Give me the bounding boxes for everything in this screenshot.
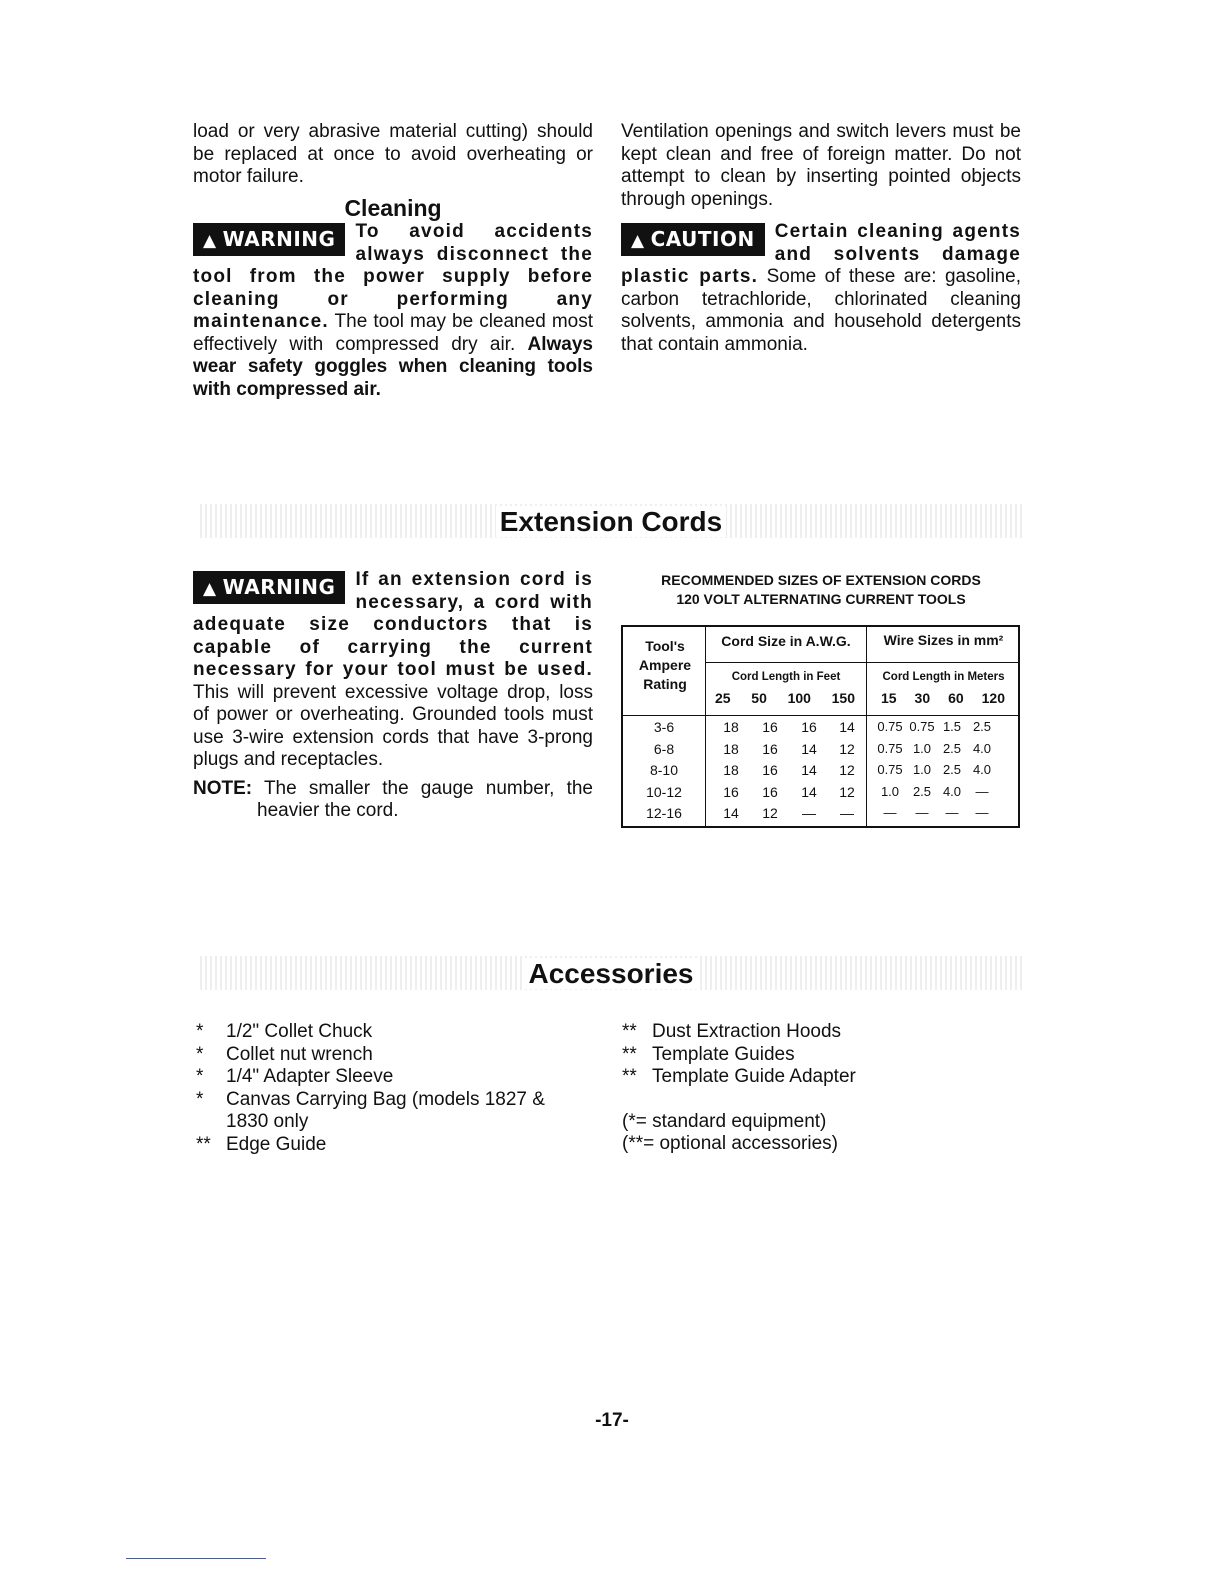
accessories-list-left	[196, 1021, 576, 1156]
mm-cell: 2.5	[972, 719, 992, 734]
warning-bold-text-2: Always wear safety goggles when cleaning tools with compressed air.	[193, 333, 593, 400]
mm-header: Wire Sizes in mm²	[883, 632, 1004, 648]
extension-cords-banner	[200, 504, 1022, 538]
cleaning-heading: Cleaning	[344, 194, 442, 221]
note-label: NOTE:	[193, 777, 253, 799]
list-item: * 1/2" Collet Chuck	[196, 1021, 373, 1042]
caution-bold-text: Certain cleaning agents and solvents damage plastic parts.	[621, 221, 1021, 287]
mm-cell: —	[975, 783, 989, 799]
mm-cell: 1.0	[880, 783, 900, 799]
feet-value: 50	[751, 690, 767, 706]
awg-cell: —	[840, 805, 854, 821]
ventilation-column	[621, 121, 1021, 356]
warning-text: The tool may be cleaned most effectively with compressed dry air.	[193, 311, 593, 355]
table-row	[623, 805, 1020, 826]
list-item: * Collet nut wrench	[196, 1043, 373, 1065]
warning-badge: ▲ WARNING	[193, 223, 345, 256]
feet-value: 25	[715, 690, 731, 706]
awg-cell: 12	[839, 762, 855, 778]
cleaning-column	[193, 121, 593, 401]
caution-badge: ▲ CAUTION	[621, 223, 765, 256]
warning-bold-text: To avoid accidents always disconnect the tool from the power supply before cleaning or performing any maintenance.	[193, 221, 593, 332]
mm-cell: —	[915, 805, 929, 820]
list-item: ** Template Guide Adapter	[622, 1066, 856, 1087]
ampere-rating-header: Tool's Ampere Rating	[638, 638, 692, 692]
mm-cell: 4.0	[972, 762, 992, 777]
meter-value: 120	[981, 690, 1005, 706]
mm-cell: —	[975, 805, 989, 820]
caution-text: Some of these are: gasoline, carbon tetrachloride, chlorinated cleaning solvents, ammonia and household detergents that contain ammonia.	[621, 266, 1021, 355]
awg-cell: 12	[762, 805, 778, 821]
meter-value: 15	[881, 690, 897, 706]
mm-cell: 2.5	[942, 762, 962, 777]
table-row	[623, 719, 1020, 740]
extension-cord-table	[621, 625, 1020, 828]
mm-cell: —	[883, 805, 897, 820]
mm-cell: —	[945, 805, 959, 820]
mm-cell: 2.5	[912, 783, 932, 799]
mm-cell: 1.0	[912, 762, 932, 777]
awg-cell: 14	[801, 762, 817, 778]
feet-header: Cord Length in Feet	[731, 671, 841, 683]
mm-cell: 0.75	[877, 740, 903, 756]
table-row	[623, 741, 1020, 762]
extension-warning-badge: ▲ WARNING	[193, 571, 345, 604]
meter-value: 60	[948, 690, 964, 706]
feet-value: 150	[831, 690, 855, 706]
awg-cell: 16	[762, 740, 778, 757]
awg-cell: 12	[839, 740, 855, 757]
accessories-list-right	[622, 1021, 1022, 1156]
mm-cell: 0.75	[909, 719, 935, 734]
extension-warning-triangle-icon: ▲	[203, 579, 217, 599]
table-row	[623, 762, 1020, 783]
awg-cell: 12	[839, 783, 855, 800]
ventilation-paragraph: Ventilation openings and switch levers must be kept clean and free of foreign matter. Do not attempt to clean by inserting pointed objects through openings.	[621, 121, 1021, 210]
awg-cell: 16	[723, 783, 739, 800]
awg-cell: 16	[801, 719, 817, 735]
ampere-rating-cell: 10-12	[646, 783, 682, 800]
extension-column	[193, 569, 593, 823]
extension-warning-bold: If an extension cord is necessary, a cord with adequate size conductors that is capable of carrying the current necessary for your tool must be used.	[193, 569, 593, 680]
awg-cell: 16	[762, 783, 778, 800]
table-heading	[621, 571, 1021, 609]
awg-cell: 14	[723, 805, 739, 821]
list-item: * 1/4" Adapter Sleeve	[196, 1066, 394, 1087]
mm-cell: 0.75	[877, 719, 903, 734]
mm-cell: 1.0	[912, 740, 932, 756]
table-heading-line-2: 120 VOLT ALTERNATING CURRENT TOOLS	[676, 591, 966, 607]
awg-cell: 16	[762, 719, 778, 735]
ampere-rating-cell: 6-8	[653, 740, 675, 757]
meter-value: 30	[914, 690, 931, 706]
page-number: -17-	[595, 1410, 629, 1431]
list-item: * Canvas Carrying Bag (models 1827 & 1830 only	[196, 1088, 545, 1132]
legend-optional: (**= optional accessories)	[622, 1133, 838, 1154]
feet-values	[715, 690, 855, 706]
ampere-rating-cell: 3-6	[653, 719, 675, 735]
awg-cell: 14	[839, 719, 855, 735]
legend-standard: (*= standard equipment)	[622, 1110, 827, 1132]
ampere-rating-cell: 8-10	[649, 762, 679, 778]
note-paragraph	[193, 778, 593, 823]
extension-cords-title: Extension Cords	[496, 506, 726, 537]
meters-header: Cord Length in Meters	[882, 671, 1005, 683]
list-item: ** Edge Guide	[196, 1133, 327, 1155]
list-item: ** Dust Extraction Hoods	[622, 1021, 842, 1042]
table-row	[623, 784, 1020, 805]
intro-paragraph: load or very abrasive material cutting) should be replaced at once to avoid overheating or motor failure.	[193, 121, 593, 187]
awg-header: Cord Size in A.W.G.	[721, 633, 851, 649]
mm-cell: 0.75	[877, 762, 903, 777]
awg-cell: 14	[801, 783, 817, 800]
mm-cell: 4.0	[942, 783, 962, 799]
awg-cell: 18	[723, 719, 739, 735]
bottom-rule	[126, 1558, 266, 1559]
awg-cell: 18	[723, 762, 739, 778]
awg-cell: 18	[723, 740, 739, 757]
warning-triangle-icon: ▲	[203, 231, 217, 251]
mm-cell: 4.0	[972, 740, 992, 756]
list-item: ** Template Guides	[622, 1043, 795, 1065]
extension-warning-text: This will prevent excessive voltage drop, loss of power or overheating. Grounded tools must use 3-wire extension cords that have 3-prong plugs and receptacles.	[193, 681, 593, 770]
ampere-rating-cell: 12-16	[646, 805, 682, 821]
table-heading-line-1: RECOMMENDED SIZES OF EXTENSION CORDS	[661, 572, 981, 588]
awg-cell: —	[802, 805, 816, 821]
mm-cell: 1.5	[942, 719, 962, 734]
accessories-banner	[200, 956, 1022, 990]
awg-cell: 16	[762, 762, 778, 778]
mm-cell: 2.5	[942, 740, 962, 756]
caution-triangle-icon: ▲	[631, 231, 645, 251]
accessories-title: Accessories	[524, 958, 697, 989]
awg-cell: 14	[801, 740, 817, 757]
feet-value: 100	[787, 690, 811, 706]
note-text: The smaller the gauge number, the heavier the cord.	[257, 777, 594, 821]
meters-values	[881, 690, 1005, 706]
